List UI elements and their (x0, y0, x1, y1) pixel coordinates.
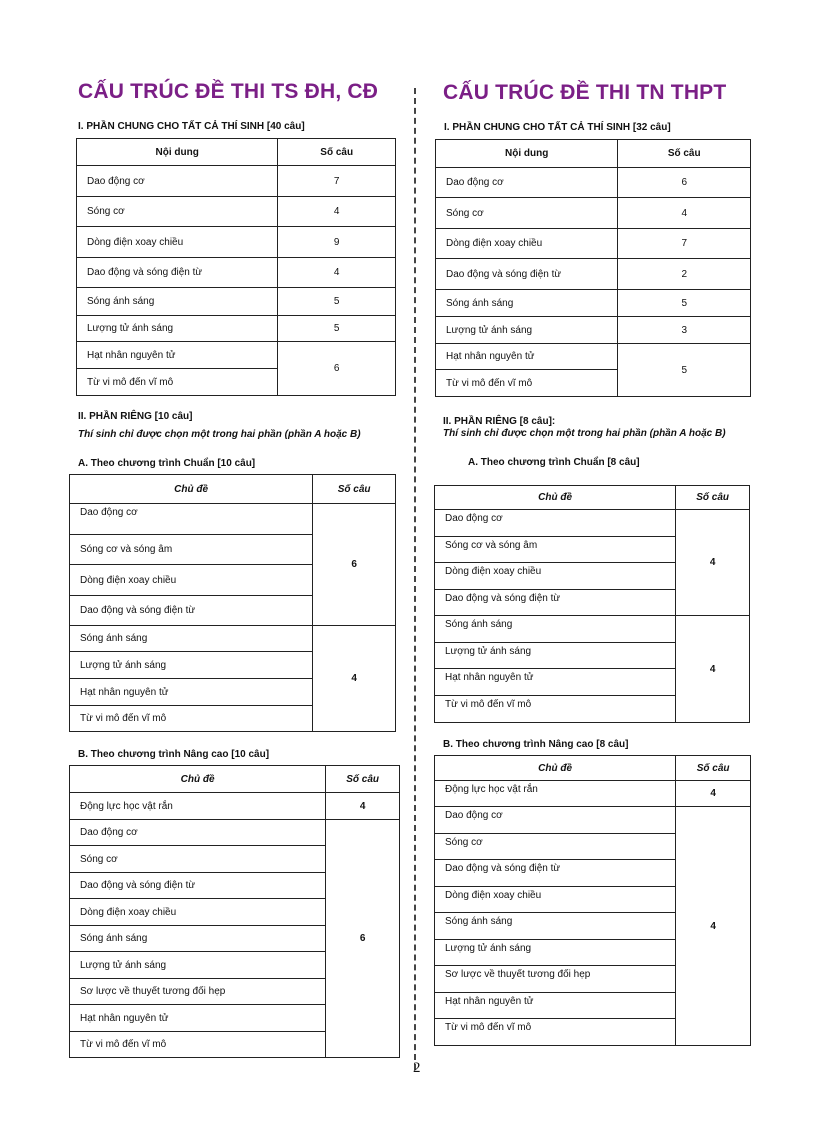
table-row (435, 616, 750, 643)
count-cell: 2 (618, 259, 751, 290)
topic-cell: Sơ lược về thuyết tương đối hẹp (70, 979, 326, 1005)
topic-cell: Hạt nhân nguyên tử (435, 993, 676, 1019)
topic-cell: Lượng tử ánh sáng (70, 652, 313, 679)
left-partB-table (69, 765, 400, 1058)
topic-cell: Từ vi mô đến vĩ mô (436, 370, 618, 397)
col-header-count: Số câu (278, 139, 396, 166)
table-row (436, 259, 751, 290)
table-row (435, 807, 751, 834)
table-row (436, 168, 751, 198)
group-count-cell: 4 (313, 626, 396, 732)
right-partA-table (434, 485, 750, 723)
count-cell: 4 (618, 198, 751, 229)
topic-cell: Dao động cơ (77, 166, 278, 197)
count-cell: 5 (618, 344, 751, 397)
table-row (77, 166, 396, 197)
group-count-cell: 6 (326, 820, 400, 1058)
topic-cell: Lượng tử ánh sáng (70, 952, 326, 979)
topic-cell: Dao động cơ (70, 504, 313, 535)
group-count-cell: 4 (676, 616, 750, 723)
table-row (77, 258, 396, 288)
topic-cell: Lượng tử ánh sáng (435, 940, 676, 966)
table-row (70, 793, 400, 820)
count-cell: 4 (278, 258, 396, 288)
topic-cell: Dao động cơ (70, 820, 326, 846)
table-row (77, 342, 396, 369)
left-partB-heading: B. Theo chương trình Nâng cao [10 câu] (78, 749, 270, 760)
table-row (436, 344, 751, 370)
right-partA-heading: A. Theo chương trình Chuẩn [8 câu] (468, 457, 640, 468)
topic-cell: Dao động và sóng điện từ (70, 873, 326, 899)
topic-cell: Sóng ánh sáng (435, 616, 676, 643)
topic-cell: Lượng tử ánh sáng (435, 643, 676, 669)
topic-cell: Dao động và sóng điện từ (435, 860, 676, 887)
col-header-count: Số câu (326, 766, 400, 793)
left-partA-heading: A. Theo chương trình Chuẩn [10 câu] (78, 458, 256, 469)
topic-cell: Sóng ánh sáng (70, 626, 313, 652)
topic-cell: Sóng cơ (77, 197, 278, 227)
topic-cell: Sóng ánh sáng (436, 290, 618, 317)
topic-cell: Sóng cơ và sóng âm (70, 535, 313, 565)
topic-cell: Từ vi mô đến vĩ mô (435, 696, 676, 723)
table-row (435, 510, 750, 537)
group-count-cell: 4 (676, 807, 751, 1046)
page-number: 2 (413, 1060, 421, 1076)
table-row (77, 288, 396, 316)
topic-cell: Dao động cơ (436, 168, 618, 198)
topic-cell: Dao động và sóng điện từ (77, 258, 278, 288)
col-header-topic: Chủ đề (435, 486, 676, 510)
left-title: CẤU TRÚC ĐỀ THI TS ĐH, CĐ (78, 80, 379, 103)
topic-cell: Dòng điện xoay chiều (435, 887, 676, 913)
col-header-topic: Chủ đề (70, 475, 313, 504)
count-cell: 4 (676, 781, 751, 807)
count-cell: 5 (278, 288, 396, 316)
col-header-count: Số câu (618, 140, 751, 168)
topic-cell: Từ vi mô đến vĩ mô (435, 1019, 676, 1046)
topic-cell: Hạt nhân nguyên tử (436, 344, 618, 370)
col-header-content: Nội dung (436, 140, 618, 168)
col-header-topic: Chủ đề (435, 756, 676, 781)
right-part2-note: Thí sinh chỉ được chọn một trong hai phần (phần A hoặc B) (443, 428, 726, 439)
group-count-cell: 6 (313, 504, 396, 626)
left-part2-heading: II. PHẦN RIÊNG [10 câu] (78, 411, 193, 422)
topic-cell: Động lực học vật rắn (70, 793, 326, 820)
table-row (77, 227, 396, 258)
topic-cell: Sóng ánh sáng (435, 913, 676, 940)
table-row (435, 781, 751, 807)
topic-cell: Dao động cơ (435, 510, 676, 537)
right-part1-table (435, 139, 751, 397)
table-row (436, 290, 751, 317)
topic-cell: Dao động và sóng điện từ (70, 596, 313, 626)
topic-cell: Dòng điện xoay chiều (70, 565, 313, 596)
topic-cell: Dao động cơ (435, 807, 676, 834)
right-partB-table (434, 755, 751, 1046)
right-part2-heading: II. PHẦN RIÊNG [8 câu]: (443, 416, 556, 427)
table-row (436, 229, 751, 259)
table-row (70, 820, 400, 846)
left-part1-heading: I. PHẦN CHUNG CHO TẤT CẢ THÍ SINH [40 câu] (78, 121, 305, 132)
right-partB-heading: B. Theo chương trình Nâng cao [8 câu] (443, 739, 629, 750)
count-cell: 7 (278, 166, 396, 197)
topic-cell: Hạt nhân nguyên tử (77, 342, 278, 369)
topic-cell: Sóng cơ (70, 846, 326, 873)
table-row (70, 626, 396, 652)
table-row (436, 317, 751, 344)
col-header-count: Số câu (676, 756, 751, 781)
topic-cell: Hạt nhân nguyên tử (70, 679, 313, 706)
col-header-count: Số câu (313, 475, 396, 504)
count-cell: 5 (278, 316, 396, 342)
count-cell: 6 (278, 342, 396, 396)
topic-cell: Lượng tử ánh sáng (77, 316, 278, 342)
topic-cell: Dòng điện xoay chiều (77, 227, 278, 258)
col-header-content: Nội dung (77, 139, 278, 166)
topic-cell: Từ vi mô đến vĩ mô (70, 706, 313, 732)
left-part2-note: Thí sinh chỉ được chọn một trong hai phần (phần A hoặc B) (78, 429, 361, 440)
count-cell: 5 (618, 290, 751, 317)
left-part1-table (76, 138, 396, 396)
topic-cell: Từ vi mô đến vĩ mô (70, 1032, 326, 1058)
table-row (77, 316, 396, 342)
table-row (70, 504, 396, 535)
topic-cell: Lượng tử ánh sáng (436, 317, 618, 344)
topic-cell: Hạt nhân nguyên tử (70, 1005, 326, 1032)
count-cell: 9 (278, 227, 396, 258)
right-part1-heading: I. PHẦN CHUNG CHO TẤT CẢ THÍ SINH [32 câu] (444, 122, 671, 133)
topic-cell: Động lực học vật rắn (435, 781, 676, 807)
topic-cell: Sóng cơ (436, 198, 618, 229)
table-row (436, 198, 751, 229)
group-count-cell: 4 (676, 510, 750, 616)
topic-cell: Sơ lược về thuyết tương đối hẹp (435, 966, 676, 993)
left-partA-table (69, 474, 396, 732)
count-cell: 6 (618, 168, 751, 198)
count-cell: 4 (278, 197, 396, 227)
col-header-topic: Chủ đề (70, 766, 326, 793)
col-header-count: Số câu (676, 486, 750, 510)
topic-cell: Dòng điện xoay chiều (436, 229, 618, 259)
topic-cell: Sóng ánh sáng (70, 926, 326, 952)
topic-cell: Từ vi mô đến vĩ mô (77, 369, 278, 396)
topic-cell: Sóng ánh sáng (77, 288, 278, 316)
table-row (77, 197, 396, 227)
topic-cell: Dòng điện xoay chiều (70, 899, 326, 926)
topic-cell: Dao động và sóng điện từ (436, 259, 618, 290)
count-cell: 4 (326, 793, 400, 820)
topic-cell: Sóng cơ (435, 834, 676, 860)
column-divider (414, 88, 416, 1070)
topic-cell: Hạt nhân nguyên tử (435, 669, 676, 696)
topic-cell: Dòng điện xoay chiều (435, 563, 676, 590)
topic-cell: Sóng cơ và sóng âm (435, 537, 676, 563)
right-title: CẤU TRÚC ĐỀ THI TN THPT (443, 81, 727, 104)
count-cell: 7 (618, 229, 751, 259)
count-cell: 3 (618, 317, 751, 344)
topic-cell: Dao động và sóng điện từ (435, 590, 676, 616)
